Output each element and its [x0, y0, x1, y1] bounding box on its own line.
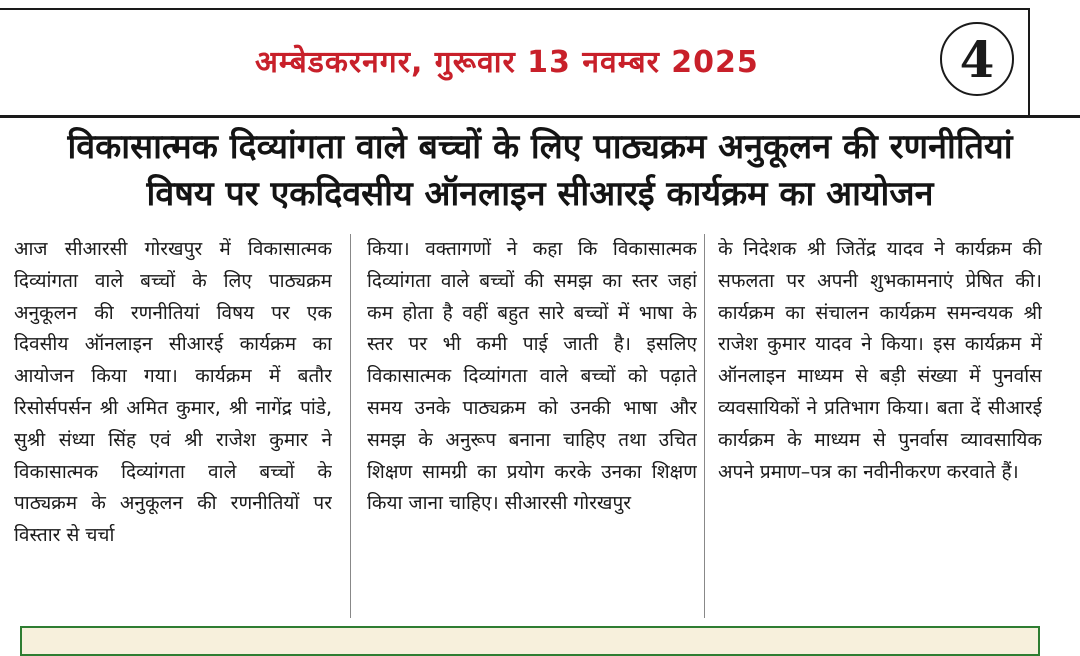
- headline-line-1: विकासात्मक दिव्यांगता वाले बच्चों के लिए पाठ्यक्रम अनुकूलन की रणनीतियां: [67, 127, 1013, 167]
- page-number: 4: [959, 29, 995, 89]
- dateline: अम्बेडकरनगर, गुरूवार 13 नवम्बर 2025: [255, 45, 759, 80]
- masthead-right-rule: [1028, 8, 1030, 118]
- article-column-3: के निदेशक श्री जितेंद्र यादव ने कार्यक्रम की सफलता पर अपनी शुभकामनाएं प्रेषित की। कार्यक्रम का संचालन कार्यक्रम समन्वयक श्री राजेश कुमार यादव ने किया। इस कार्यक्रम में ऑनलाइन माध्यम से बड़ी संख्या में पुनर्वास व्यवसायिकों ने प्रतिभाग किया। बता दें सीआरई कार्यक्रम के माध्यम से पुनर्वास व्यावसायिक अपने प्रमाण–पत्र का नवीनीकरण करवाते हैं।: [718, 238, 1042, 483]
- page-number-badge: [940, 22, 1014, 96]
- column-divider-2: [704, 234, 705, 618]
- article-column-2: किया। वक्तागणों ने कहा कि विकासात्मक दिव्यांगता वाले बच्चों की समझ का स्तर जहां कम होता है वहीं बहुत सारे बच्चों में भाषा के स्तर पर भी कमी पाई जाती है। इसलिए विकासात्मक दिव्यांगता वाले बच्चों को पढ़ाते समय उनके पाठ्यक्रम को उनकी भाषा और समझ के अनुरूप बनाना चाहिए तथा उचित शिक्षण सामग्री का प्रयोग करके उनका शिक्षण किया जाना चाहिए। सीआरसी गोरखपुर: [367, 238, 697, 515]
- masthead: [0, 0, 1080, 118]
- headline-line-2: विषय पर एकदिवसीय ऑनलाइन सीआरई कार्यक्रम का आयोजन: [146, 174, 934, 214]
- article-headline: [0, 124, 1080, 218]
- article-column-1: आज सीआरसी गोरखपुर में विकासात्मक दिव्यांगता वाले बच्चों के लिए पाठ्यक्रम अनुकूलन की रणनीतियां विषय पर एक दिवसीय ऑनलाइन सीआरई कार्यक्रम का आयोजन किया गया। कार्यक्रम में बतौर रिसोर्सपर्सन श्री अमित कुमार, श्री नागेंद्र पांडे, सुश्री संध्या सिंह एवं श्री राजेश कुमार ने विकासात्मक दिव्यांगता वाले बच्चों के पाठ्यक्रम के अनुकूलन की रणनीतियों पर विस्तार से चर्चा: [14, 238, 332, 547]
- article-body: [14, 234, 1044, 620]
- next-article-box: [20, 626, 1040, 656]
- column-divider-1: [350, 234, 351, 618]
- masthead-top-rule: [0, 8, 1030, 10]
